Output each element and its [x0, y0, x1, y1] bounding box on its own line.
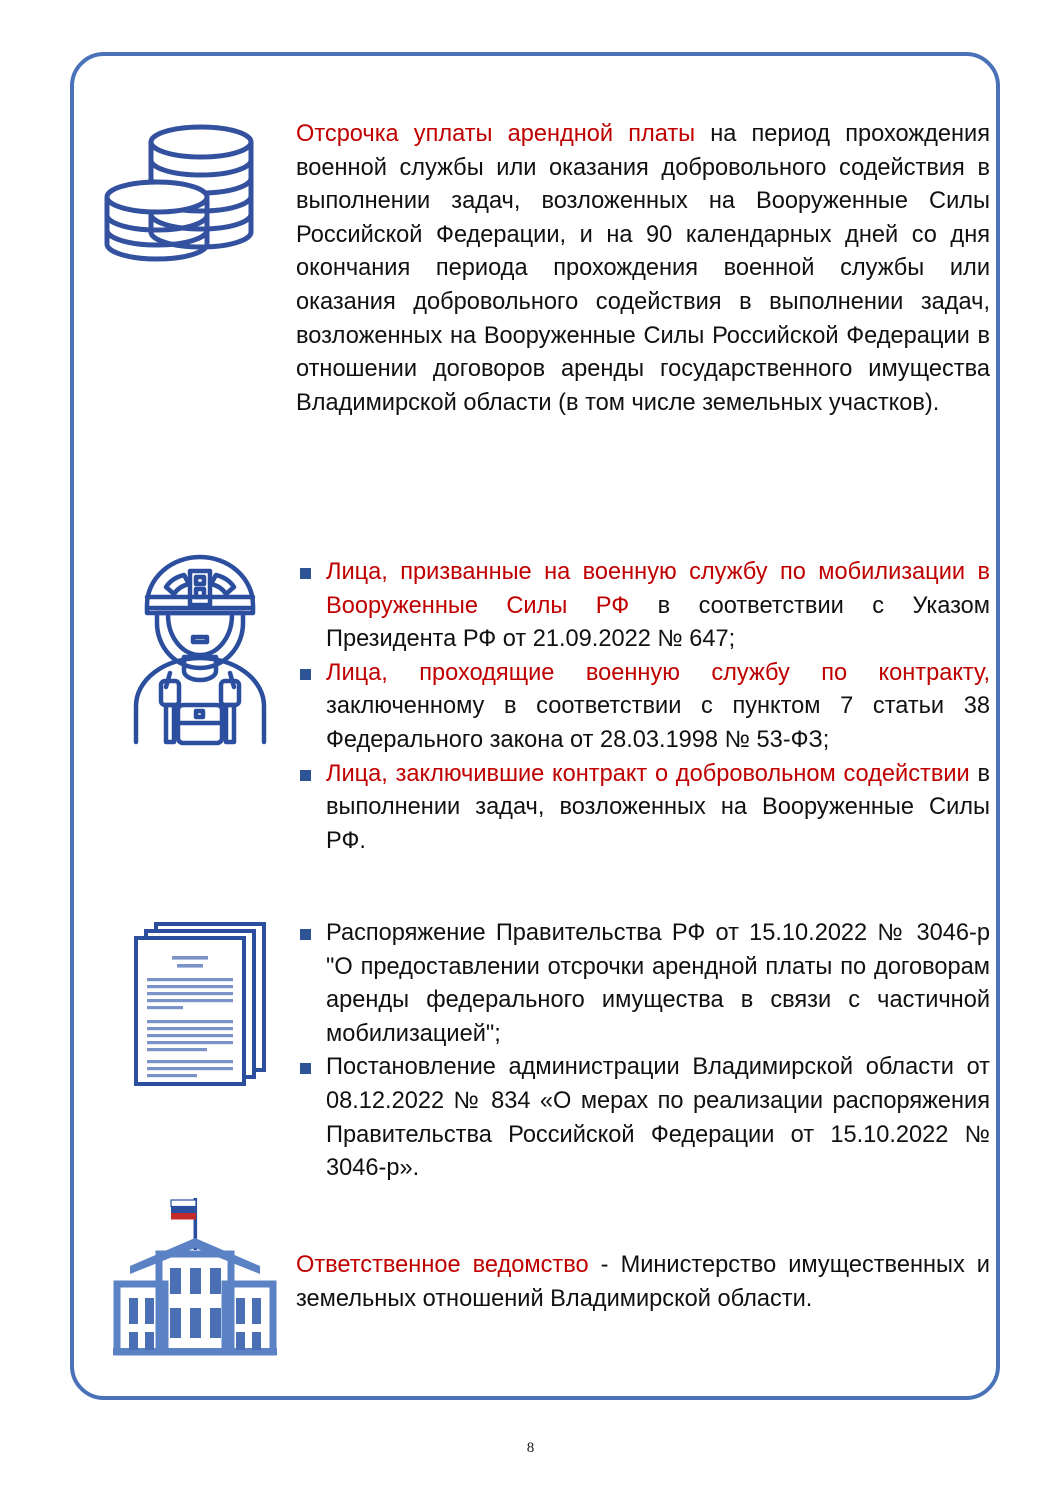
responsible-authority-paragraph — [296, 1249, 990, 1316]
list-item — [296, 758, 990, 859]
list-item — [296, 657, 990, 758]
bullet-body: в соответствии с Указом Президента РФ от 21.09.2022 № 647; — [326, 592, 991, 653]
documents-icon — [120, 910, 285, 1095]
government-building-icon — [110, 1188, 280, 1363]
list-item — [296, 1051, 990, 1185]
bullet-square-icon — [300, 1063, 311, 1074]
deferral-paragraph — [296, 118, 990, 420]
authority-body: - Министерство имущественных и земельных отношений Владимирской области. — [296, 1252, 990, 1312]
bullet-body: в выполнении задач, возложенных на Вооруженные Силы РФ. — [326, 760, 990, 854]
bullet-highlight: Лица, призванные на военную службу по мобилизации в Вооруженные Силы РФ — [326, 559, 990, 619]
legal-acts-list — [296, 917, 990, 1186]
bullet-body: заключенному в соответствии с пунктом 7 статьи 38 Федерального закона от 28.03.1998 № 53-ФЗ; — [326, 693, 990, 753]
bullet-body: Постановление администрации Владимирской области от 08.12.2022 № 834 «О мерах по реализации распоряжения Правительства Российской Федерации от 15.10.2022 № 3046-р». — [326, 1054, 990, 1182]
bullet-highlight: Лица, проходящие военную службу по контракту, — [326, 659, 990, 686]
page-number: 8 — [526, 1440, 535, 1456]
eligible-persons-list — [296, 556, 990, 858]
bullet-square-icon — [300, 669, 311, 680]
list-item — [296, 917, 990, 1051]
deferral-body: на период прохождения военной службы или оказания добровольного содействия в выполнении задач, возложенных на Вооруженные Силы Российской Федерации, и на 90 календарных дней со дня окончания периода прохождения военной службы или оказания добровольного содействия в выполнении задач, возложенных на Вооруженные Силы Российской Федерации в отношении договоров аренды государственного имущества Владимирской области (в том числе земельных участков). — [296, 121, 990, 416]
coins-icon — [95, 120, 265, 275]
deferral-highlight: Отсрочка уплаты арендной платы — [296, 121, 696, 147]
bullet-body: Распоряжение Правительства РФ от 15.10.2022 № 3046-р "О предоставлении отсрочки арендной платы по договорам аренды федерального имущества в связи с частичной мобилизацией"; — [326, 920, 990, 1047]
soldier-icon — [130, 553, 270, 753]
list-item — [296, 556, 990, 657]
bullet-square-icon — [300, 929, 311, 940]
bullet-highlight: Лица, заключившие контракт о добровольном содействии — [326, 760, 970, 787]
authority-highlight: Ответственное ведомство — [296, 1252, 589, 1278]
bullet-square-icon — [300, 770, 311, 781]
bullet-square-icon — [300, 568, 311, 579]
